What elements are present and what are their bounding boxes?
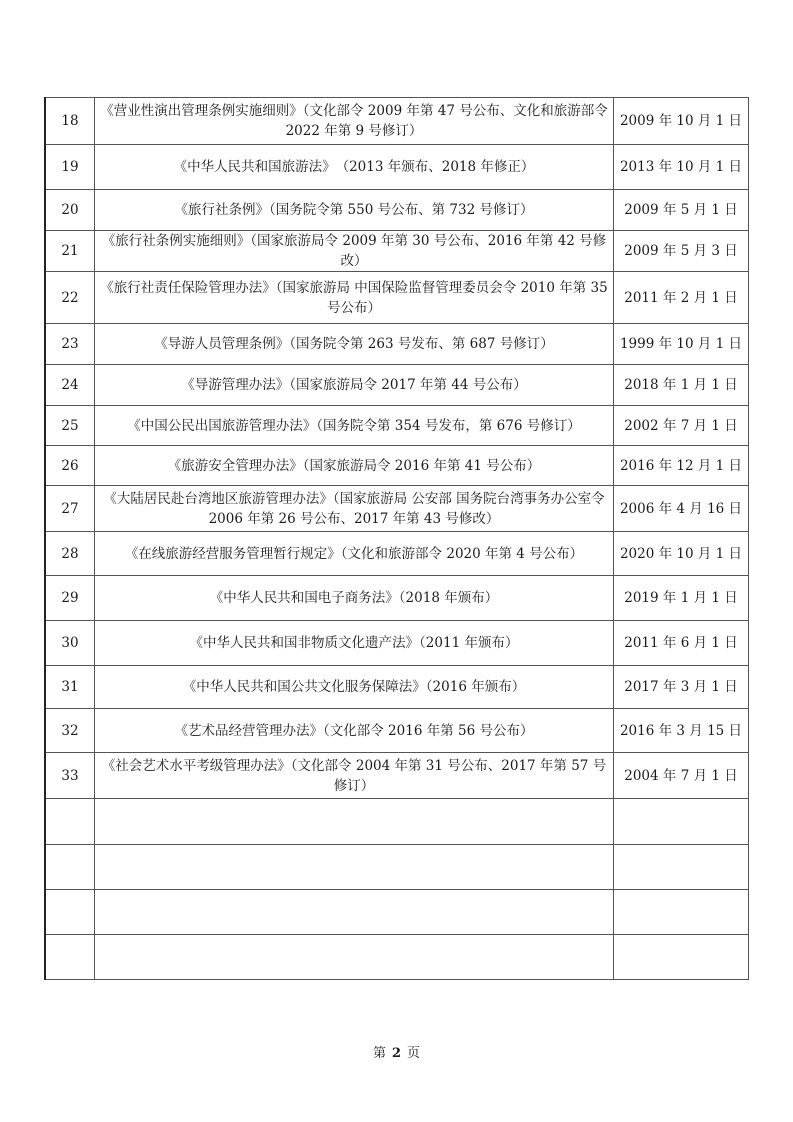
row-number: 20 bbox=[45, 190, 95, 231]
page-number-value: 2 bbox=[391, 1046, 402, 1061]
table-row bbox=[45, 621, 749, 666]
row-number bbox=[45, 799, 95, 845]
row-number: 28 bbox=[45, 532, 95, 576]
table-row bbox=[45, 486, 749, 532]
effective-date bbox=[614, 799, 749, 845]
effective-date: 2011 年 2 月 1 日 bbox=[614, 272, 749, 324]
effective-date: 2016 年 3 月 15 日 bbox=[614, 709, 749, 753]
row-number: 22 bbox=[45, 272, 95, 324]
effective-date: 2016 年 12 月 1 日 bbox=[614, 446, 749, 486]
table-row-empty bbox=[45, 935, 749, 980]
effective-date: 2009 年 10 月 1 日 bbox=[614, 98, 749, 145]
regulation-title bbox=[95, 845, 614, 890]
row-number bbox=[45, 890, 95, 935]
regulation-title: 《在线旅游经营服务管理暂行规定》（文化和旅游部令 2020 年第 4 号公布） bbox=[95, 532, 614, 576]
row-number bbox=[45, 935, 95, 980]
regulation-title: 《艺术品经营管理办法》（文化部令 2016 年第 56 号公布） bbox=[95, 709, 614, 753]
effective-date: 2020 年 10 月 1 日 bbox=[614, 532, 749, 576]
row-number: 21 bbox=[45, 231, 95, 272]
page-number bbox=[0, 1042, 793, 1061]
table-row bbox=[45, 666, 749, 709]
row-number: 26 bbox=[45, 446, 95, 486]
table-row bbox=[45, 406, 749, 446]
row-number bbox=[45, 845, 95, 890]
regulation-title: 《大陆居民赴台湾地区旅游管理办法》（国家旅游局 公安部 国务院台湾事务办公室令 2006 年第 26 号公布、2017 年第 43 号修改） bbox=[95, 486, 614, 532]
effective-date: 2009 年 5 月 3 日 bbox=[614, 231, 749, 272]
page-prefix: 第 bbox=[372, 1046, 386, 1061]
effective-date bbox=[614, 935, 749, 980]
table-row bbox=[45, 272, 749, 324]
effective-date bbox=[614, 845, 749, 890]
row-number: 31 bbox=[45, 666, 95, 709]
effective-date: 2009 年 5 月 1 日 bbox=[614, 190, 749, 231]
regulation-title: 《旅行社条例》（国务院令第 550 号公布、第 732 号修订） bbox=[95, 190, 614, 231]
regulation-title: 《社会艺术水平考级管理办法》（文化部令 2004 年第 31 号公布、2017 年第 57 号修订） bbox=[95, 753, 614, 799]
table-row bbox=[45, 324, 749, 365]
effective-date: 2013 年 10 月 1 日 bbox=[614, 145, 749, 190]
row-number: 29 bbox=[45, 576, 95, 621]
row-number: 33 bbox=[45, 753, 95, 799]
regulation-title: 《中华人民共和国非物质文化遗产法》（2011 年颁布） bbox=[95, 621, 614, 666]
row-number: 27 bbox=[45, 486, 95, 532]
table-row bbox=[45, 98, 749, 145]
regulation-title: 《导游人员管理条例》（国务院令第 263 号发布、第 687 号修订） bbox=[95, 324, 614, 365]
regulation-title bbox=[95, 935, 614, 980]
page-suffix: 页 bbox=[407, 1046, 421, 1061]
regulations-table bbox=[44, 97, 749, 980]
regulation-title: 《中华人民共和国电子商务法》（2018 年颁布） bbox=[95, 576, 614, 621]
table-row bbox=[45, 365, 749, 406]
row-number: 25 bbox=[45, 406, 95, 446]
regulation-title: 《旅游安全管理办法》（国家旅游局令 2016 年第 41 号公布） bbox=[95, 446, 614, 486]
regulation-title: 《中国公民出国旅游管理办法》（国务院令第 354 号发布，第 676 号修订） bbox=[95, 406, 614, 446]
regulation-title bbox=[95, 890, 614, 935]
table-row bbox=[45, 753, 749, 799]
table-row-empty bbox=[45, 890, 749, 935]
effective-date: 2004 年 7 月 1 日 bbox=[614, 753, 749, 799]
table-row-empty bbox=[45, 845, 749, 890]
row-number: 23 bbox=[45, 324, 95, 365]
effective-date: 2006 年 4 月 16 日 bbox=[614, 486, 749, 532]
row-number: 18 bbox=[45, 98, 95, 145]
effective-date bbox=[614, 890, 749, 935]
effective-date: 2017 年 3 月 1 日 bbox=[614, 666, 749, 709]
regulation-title: 《中华人民共和国公共文化服务保障法》（2016 年颁布） bbox=[95, 666, 614, 709]
effective-date: 2011 年 6 月 1 日 bbox=[614, 621, 749, 666]
regulation-title: 《中华人民共和国旅游法》 （2013 年颁布、2018 年修正） bbox=[95, 145, 614, 190]
table-row bbox=[45, 446, 749, 486]
table-row bbox=[45, 145, 749, 190]
table-row-empty bbox=[45, 799, 749, 845]
row-number: 32 bbox=[45, 709, 95, 753]
row-number: 19 bbox=[45, 145, 95, 190]
table-row bbox=[45, 190, 749, 231]
regulation-title: 《旅行社责任保险管理办法》（国家旅游局 中国保险监督管理委员会令 2010 年第 35 号公布） bbox=[95, 272, 614, 324]
table-row bbox=[45, 231, 749, 272]
regulation-title: 《营业性演出管理条例实施细则》（文化部令 2009 年第 47 号公布、文化和旅游部令 2022 年第 9 号修订） bbox=[95, 98, 614, 145]
regulation-title: 《导游管理办法》（国家旅游局令 2017 年第 44 号公布） bbox=[95, 365, 614, 406]
regulation-title: 《旅行社条例实施细则》（国家旅游局令 2009 年第 30 号公布、2016 年第 42 号修改） bbox=[95, 231, 614, 272]
effective-date: 2019 年 1 月 1 日 bbox=[614, 576, 749, 621]
effective-date: 2002 年 7 月 1 日 bbox=[614, 406, 749, 446]
row-number: 24 bbox=[45, 365, 95, 406]
table-row bbox=[45, 709, 749, 753]
effective-date: 2018 年 1 月 1 日 bbox=[614, 365, 749, 406]
regulation-title bbox=[95, 799, 614, 845]
effective-date: 1999 年 10 月 1 日 bbox=[614, 324, 749, 365]
table-row bbox=[45, 576, 749, 621]
table-row bbox=[45, 532, 749, 576]
row-number: 30 bbox=[45, 621, 95, 666]
